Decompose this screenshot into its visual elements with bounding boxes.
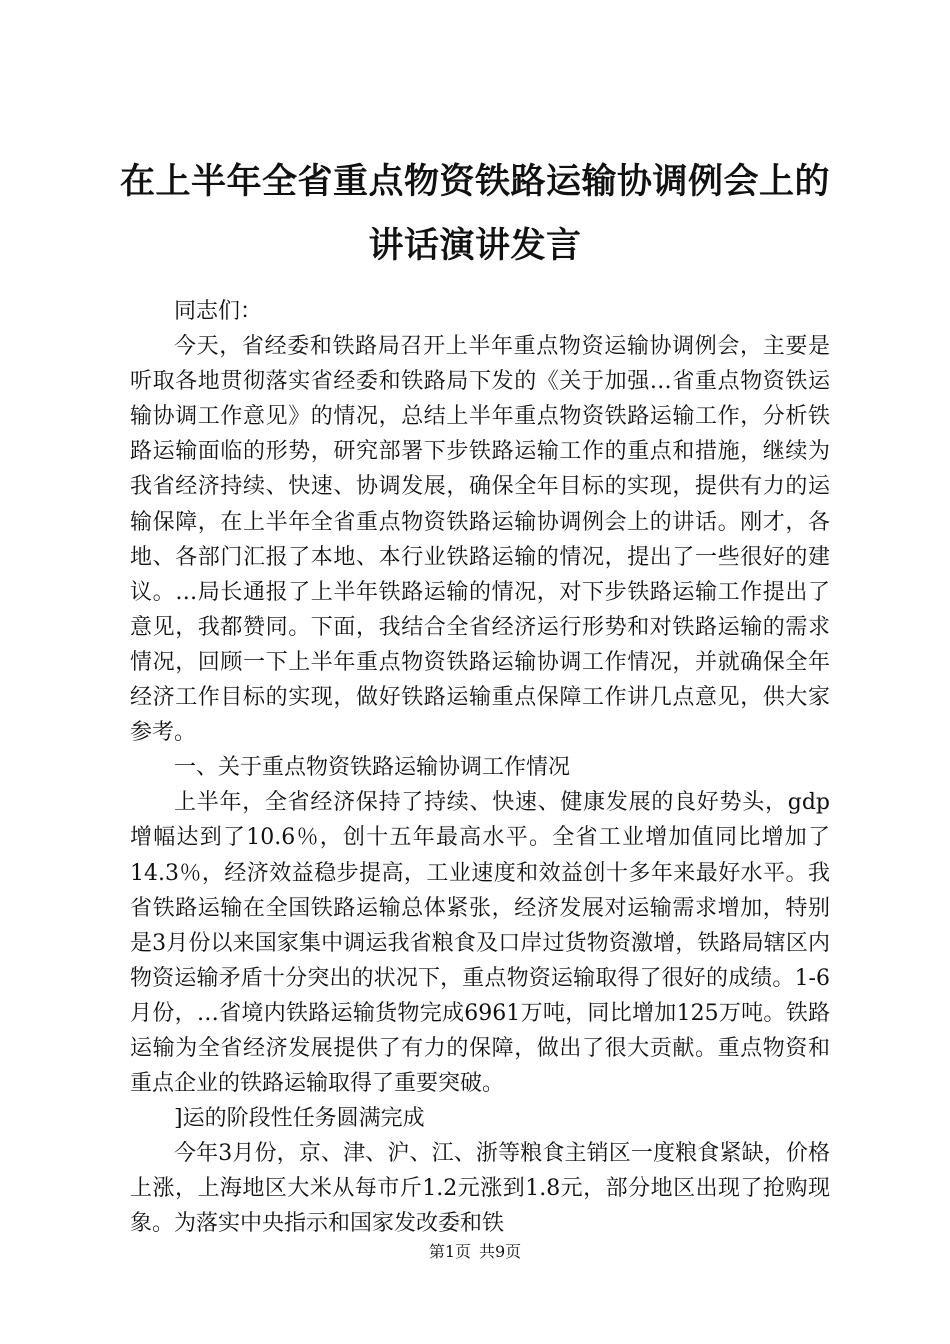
section-heading: 一、关于重点物资铁路运输协调工作情况 [174,755,571,781]
page-number: 第1页 [428,1242,471,1261]
document-title-line-1: 在上半年全省重点物资铁路运输协调例会上的 [119,162,830,202]
page-total: 共9页 [479,1242,522,1261]
subsection-heading: ]运的阶段性任务圆满完成 [174,1106,425,1132]
body-paragraph: 今天，省经委和铁路局召开上半年重点物资运输协调例会，主要是听取各地贯彻落实省经委和铁路局下发的《关于加强…省重点物资铁运输协调工作意见》的情况，总结上半年重点物资铁路运输工作，分析铁路运输面临的形势，研究部署下步铁路运输工作的重点和措施，继续为我省经济持续、快速、协调发展，确保全年目标的实现，提供有力的运输保障，在上半年全省重点物资铁路运输协调例会上的讲话。刚才，各地、各部门汇报了本地、本行业铁路运输的情况，提出了一些很好的建议。…局长通报了上半年铁路运输的情况，对下步铁路运输工作提出了意见，我都赞同。下面，我结合全省经济运行形势和对铁路运输的需求情况，回顾一下上半年重点物资铁路运输协调工作情况，并就确保全年经济工作目标的实现，做好铁路运输重点保障工作讲几点意见，供大家参考。 [130,334,830,746]
document-body [130,294,830,1242]
body-paragraph: 今年3月份，京、津、沪、江、浙等粮食主销区一度粮食紧缺，价格上涨，上海地区大米从每市斤1.2元涨到1.8元，部分地区出现了抢购现象。为落实中央指示和国家发改委和铁 [130,1141,830,1237]
page-footer [0,1242,950,1262]
salutation-paragraph: 同志们： [174,299,263,324]
document-title-line-2: 讲话演讲发言 [368,226,582,266]
body-paragraph: 上半年，全省经济保持了持续、快速、健康发展的良好势头，gdp增幅达到了10.6％，创十五年最高水平。全省工业增加值同比增加了14.3％，经济效益稳步提高，工业速度和效益创十多年来最好水平。我省铁路运输在全国铁路运输总体紧张，经济发展对运输需求增加，特别是3月份以来国家集中调运我省粮食及口岸过货物资激增，铁路局辖区内物资运输矛盾十分突出的状况下，重点物资运输取得了很好的成绩。1-6月份，…省境内铁路运输货物完成6961万吨，同比增加125万吨。铁路运输为全省经济发展提供了有力的保障，做出了很大贡献。重点物资和重点企业的铁路运输取得了重要突破。 [130,790,830,1097]
